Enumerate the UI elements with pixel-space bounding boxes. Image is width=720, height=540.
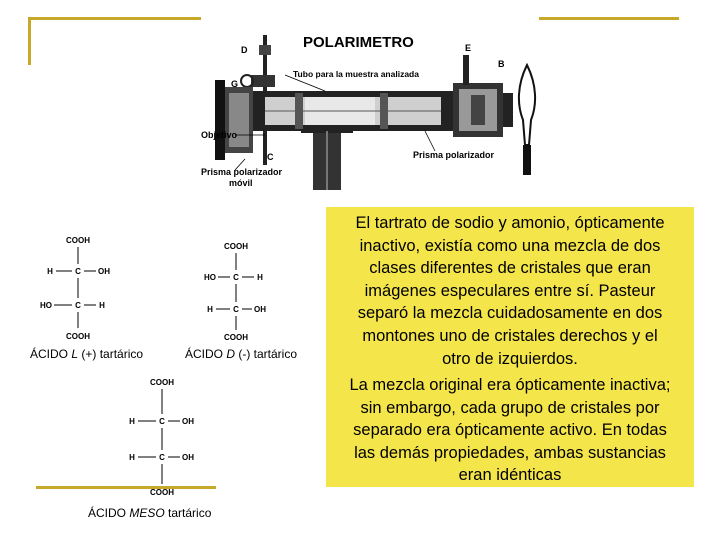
- structure-l-row1-center: C: [75, 267, 81, 276]
- top-left-bar-horizontal: [28, 17, 201, 20]
- structure-d-row2-right: OH: [254, 305, 266, 314]
- paragraph-1-line: separó la mezcla cuidadosamente en dos: [357, 304, 663, 323]
- caption-l-letter: L: [71, 347, 79, 361]
- structure-meso-row1-right: OH: [182, 417, 194, 426]
- structure-d-row1-right: H: [257, 273, 263, 282]
- movable-prism-label-line1: Prisma polarizador: [201, 167, 283, 177]
- paragraph-1-line: imágenes especulares entre sí. Pasteur: [364, 281, 656, 300]
- paragraph-2-line: La mezcla original era ópticamente inactiva;: [349, 376, 671, 394]
- structure-meso-row2-center: C: [159, 453, 165, 462]
- structure-d-bottom: COOH: [224, 333, 248, 342]
- structure-l-row1-left: H: [47, 267, 53, 276]
- caption-d-letter: D: [226, 347, 236, 361]
- paragraph-2-line: eran idénticas: [458, 466, 562, 485]
- caption-d-suffix: (-) tartárico: [235, 347, 298, 361]
- structure-meso-bottom: COOH: [150, 488, 174, 497]
- structure-l-row1-right: OH: [98, 267, 110, 276]
- explanation-box: [326, 207, 694, 487]
- structure-l-bottom: COOH: [66, 332, 90, 341]
- structure-meso-row1-center: C: [159, 417, 165, 426]
- caption-d-prefix: ÁCIDO: [185, 347, 227, 361]
- letter-g: G: [231, 79, 239, 89]
- structure-meso-row2-left: H: [129, 453, 135, 462]
- polarimeter-title: POLARIMETRO: [303, 34, 414, 51]
- structure-d-row1-left: HO: [204, 273, 216, 282]
- paragraph-1-line: otro de izquierdos.: [442, 349, 578, 368]
- caption-d-tartaric: [185, 347, 297, 361]
- structure-l-top: COOH: [66, 236, 90, 245]
- structure-l-row2-left: HO: [40, 301, 52, 310]
- structure-l-row2-center: C: [75, 301, 81, 310]
- caption-meso-suffix: tartárico: [164, 506, 212, 520]
- structure-l-row2-right: H: [99, 301, 105, 310]
- letter-c: C: [267, 152, 274, 162]
- caption-l-prefix: ÁCIDO: [30, 347, 72, 361]
- paragraph-2-line: sin embargo, cada grupo de cristales por: [360, 398, 660, 417]
- structure-d-row1-center: C: [233, 273, 239, 282]
- paragraph-1-line: inactivo, existía como una mezcla de dos: [359, 236, 661, 255]
- structure-meso-row1-left: H: [129, 417, 135, 426]
- paragraph-1-line: clases diferentes de cristales que eran: [369, 259, 651, 278]
- tube-label: Tubo para la muestra analizada: [293, 69, 419, 79]
- structure-meso-top: COOH: [150, 378, 174, 387]
- structure-d-row2-center: C: [233, 305, 239, 314]
- polarimeter-diagram: [195, 25, 550, 195]
- paragraph-2-line: las demás propiedades, ambas sustancias: [354, 443, 666, 462]
- paragraph-1-line: montones uno de cristales derechos y el: [362, 326, 658, 345]
- paragraph-1-line: El tartrato de sodio y amonio, ópticamente: [355, 214, 665, 232]
- movable-prism-label-line2: móvil: [229, 178, 253, 188]
- structure-d-tartaric: [188, 232, 288, 344]
- objective-label: Objetivo: [201, 130, 238, 140]
- letter-d: D: [241, 45, 248, 55]
- structure-d-row2-left: H: [207, 305, 213, 314]
- top-right-bar: [539, 17, 679, 20]
- structure-d-top: COOH: [224, 242, 248, 251]
- top-left-bar-vertical: [28, 17, 31, 65]
- caption-meso-prefix: ÁCIDO: [88, 506, 130, 520]
- polarizing-prism-label: Prisma polarizador: [413, 150, 495, 160]
- structure-meso-tartaric: [118, 372, 218, 500]
- caption-l-tartaric: [30, 347, 143, 361]
- caption-l-suffix: (+) tartárico: [78, 347, 144, 361]
- caption-meso-letter: MESO: [129, 506, 165, 520]
- letter-e: E: [465, 43, 472, 53]
- paragraph-2: [326, 374, 694, 487]
- structure-meso-row2-right: OH: [182, 453, 194, 462]
- paragraph-1: [326, 212, 694, 370]
- paragraph-2-line: separado era ópticamente activo. En todas: [353, 421, 667, 440]
- caption-meso-tartaric: [88, 506, 211, 520]
- letter-b: B: [498, 59, 505, 69]
- structure-l-tartaric: [30, 228, 130, 346]
